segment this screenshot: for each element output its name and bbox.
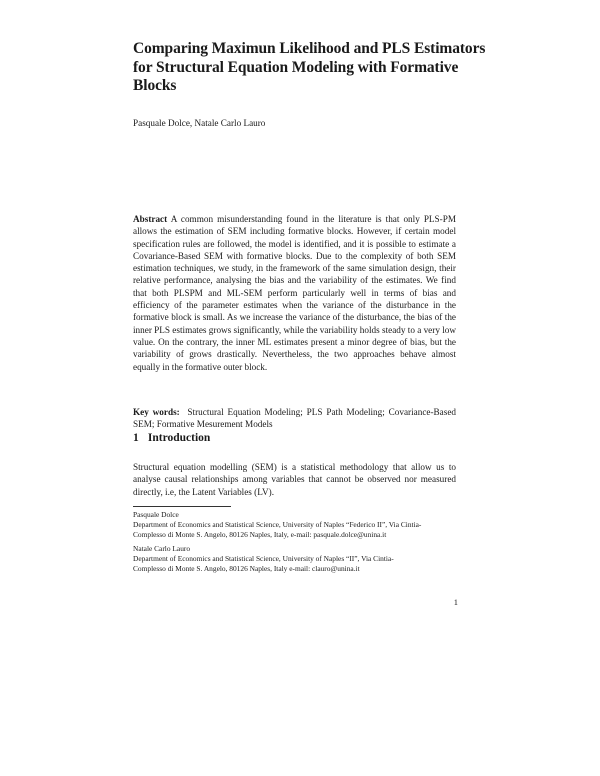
section-number: 1 bbox=[133, 432, 139, 444]
section-text: Structural equation modelling (SEM) is a statistical methodology that allow us to analyse causal relationships among variables that cannot be observed nor measured directly, i.e, the Latent Variables (LV). bbox=[133, 462, 456, 497]
abstract bbox=[133, 213, 456, 373]
section-heading bbox=[133, 432, 210, 444]
abstract-text: A common misunderstanding found in the literature is that only PLS-PM allows the estimation of SEM including formative blocks. However, if certain model specification rules are followed, the model is identified, and it is possible to estimate a Covariance-Based SEM with formative blocks. Due to the complexity of both SEM estimation techniques, we study, in the framework of the same simulation design, their relative performance, analysing the bias and the variability of the estimates. We find that both PLSPM and ML-SEM perform particularly well in terms of bias and efficiency of the parameter estimates when the variance of the disturbance in the formative block is small. As we increase the variance of the disturbance, the bias of the inner PLS estimates grows significantly, while the variability holds steady to a very low value. On the contrary, the inner ML estimates present a minor degree of bias, but the variability of grows drastically. Nevertheless, the two approaches behave almost equally in the formative outer block. bbox=[133, 214, 456, 372]
affiliation-2 bbox=[133, 544, 458, 574]
affiliation-name: Natale Carlo Lauro bbox=[133, 544, 191, 553]
affiliation-address: Complesso di Monte S. Angelo, 80126 Naples, Italy e-mail: clauro@unina.it bbox=[133, 564, 360, 573]
page-number: 1 bbox=[453, 597, 458, 607]
author-list: Pasquale Dolce, Natale Carlo Lauro bbox=[133, 118, 266, 128]
keywords bbox=[133, 406, 456, 431]
paper-title: Comparing Maximun Likelihood and PLS Estimators for Structural Equation Modeling with Formative Blocks bbox=[133, 40, 486, 94]
keywords-label: Key words: bbox=[133, 407, 180, 417]
section-title: Introduction bbox=[147, 432, 211, 444]
keywords-text: Structural Equation Modeling; PLS Path Modeling; Covariance-Based SEM; Formative Mesurement Models bbox=[133, 407, 456, 430]
affiliation-address: Complesso di Monte S. Angelo, 80126 Naples, Italy, e-mail: pasquale.dolce@unina.it bbox=[133, 530, 387, 539]
abstract-label: Abstract bbox=[133, 214, 168, 224]
affiliation-address: Department of Economics and Statistical Science, University of Naples “Federico II”, Via Cintia- bbox=[133, 520, 422, 529]
affiliation-address: Department of Economics and Statistical Science, University of Naples “II”, Via Cintia- bbox=[133, 554, 394, 563]
affiliation-name: Pasquale Dolce bbox=[133, 510, 179, 519]
affiliation-1 bbox=[133, 510, 458, 540]
footnote-rule bbox=[133, 506, 231, 507]
